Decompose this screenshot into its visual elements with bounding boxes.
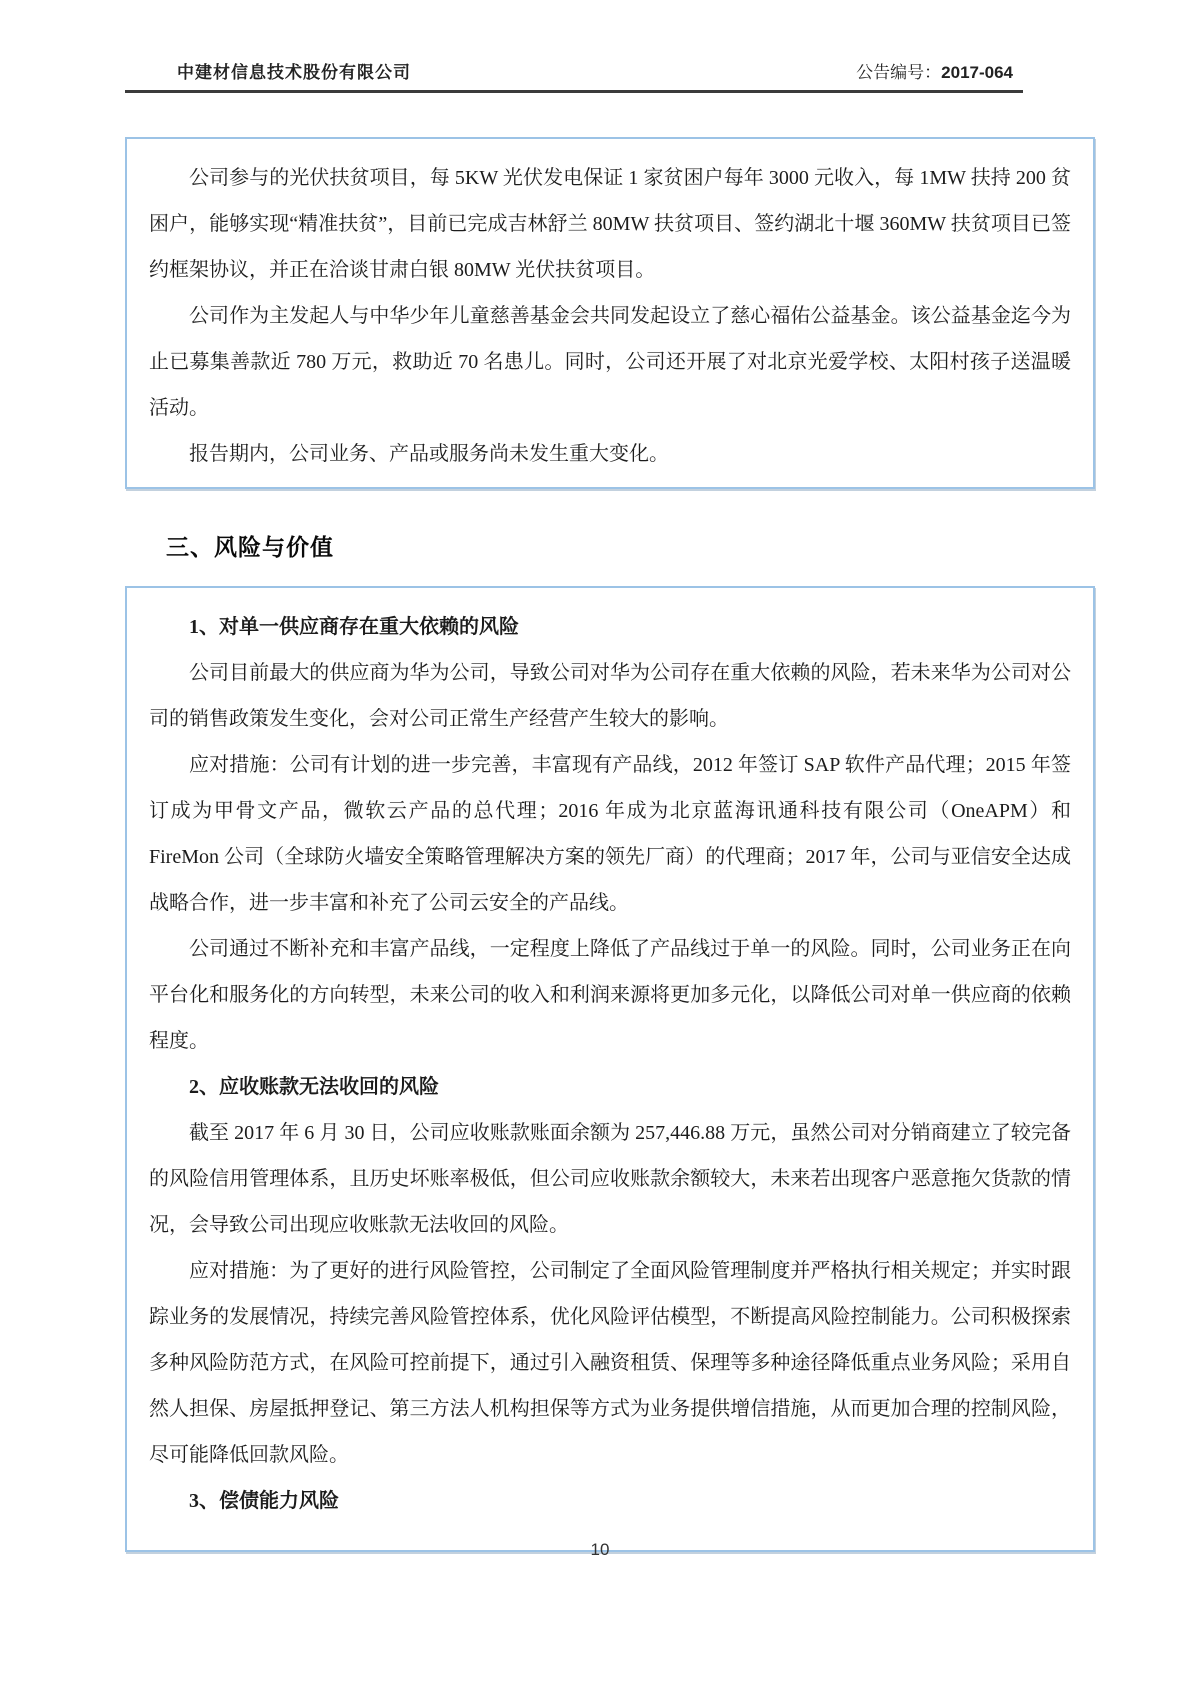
doc-number-value: 2017-064 bbox=[941, 63, 1013, 82]
risk-item: 应对措施：为了更好的进行风险管控，公司制定了全面风险管理制度并严格执行相关规定；并实时跟踪业务的发展情况，持续完善风险管控体系，优化风险评估模型，不断提高风险控制能力。公司积极探索多种风险防范方式，在风险可控前提下，通过引入融资租赁、保理等多种途径降低重点业务风险；采用自然人担保、房屋抵押登记、第三方法人机构担保等方式为业务提供增信措施，从而更加合理的控制风险，尽可能降低回款风险。 bbox=[149, 1260, 1071, 1466]
risk-item: 1、对单一供应商存在重大依赖的风险 bbox=[189, 616, 519, 638]
risk-item: 公司通过不断补充和丰富产品线，一定程度上降低了产品线过于单一的风险。同时，公司业务正在向平台化和服务化的方向转型，未来公司的收入和利润来源将更加多元化，以降低公司对单一供应商的依赖程度。 bbox=[149, 938, 1071, 1052]
header-rule bbox=[125, 90, 1023, 93]
risk-item: 截至 2017 年 6 月 30 日，公司应收账款账面余额为 257,446.88 万元，虽然公司对分销商建立了较完备的风险信用管理体系，且历史坏账率极低，但公司应收账款余额较大，未来若出现客户恶意拖欠货款的情况，会导致公司出现应收账款无法收回的风险。 bbox=[149, 1122, 1071, 1236]
paragraph: 公司参与的光伏扶贫项目，每 5KW 光伏发电保证 1 家贫困户每年 3000 元收入，每 1MW 扶持 200 贫困户，能够实现“精准扶贫”，目前已完成吉林舒兰 80MW 扶贫项目、签约湖北十堰 360MW 扶贫项目已签约框架协议，并正在洽谈甘肃白银 80MW 光伏扶贫项目。 bbox=[149, 167, 1071, 281]
section-heading: 三、风险与价值 bbox=[166, 534, 334, 560]
company-name: 中建材信息技术股份有限公司 bbox=[177, 63, 411, 82]
paragraph: 报告期内，公司业务、产品或服务尚未发生重大变化。 bbox=[189, 443, 669, 465]
doc-number-label: 公告编号： bbox=[856, 63, 942, 82]
risk-item: 2、应收账款无法收回的风险 bbox=[189, 1076, 439, 1098]
csr-highlight-box bbox=[125, 137, 1095, 489]
doc-number bbox=[856, 58, 1023, 83]
page-header bbox=[0, 0, 1200, 93]
header-row bbox=[125, 58, 1023, 83]
paragraph: 公司作为主发起人与中华少年儿童慈善基金会共同发起设立了慈心福佑公益基金。该公益基金迄今为止已募集善款近 780 万元，救助近 70 名患儿。同时，公司还开展了对北京光爱学校、太阳村孩子送温暖活动。 bbox=[149, 305, 1071, 419]
risk-item: 公司目前最大的供应商为华为公司，导致公司对华为公司存在重大依赖的风险，若未来华为公司对公司的销售政策发生变化，会对公司正常生产经营产生较大的影响。 bbox=[149, 662, 1071, 730]
page-footer bbox=[0, 1540, 1200, 1560]
risk-item: 应对措施：公司有计划的进一步完善，丰富现有产品线，2012 年签订 SAP 软件产品代理；2015 年签订成为甲骨文产品，微软云产品的总代理；2016 年成为北京蓝海讯通科技有限公司（OneAPM）和 FireMon 公司（全球防火墙安全策略管理解决方案的领先厂商）的代理商；2017 年，公司与亚信安全达成战略合作，进一步丰富和补充了公司云安全的产品线。 bbox=[149, 754, 1071, 914]
risk-section-box bbox=[125, 586, 1095, 1552]
risk-item: 3、偿债能力风险 bbox=[189, 1490, 339, 1512]
page-number: 10 bbox=[590, 1540, 610, 1559]
